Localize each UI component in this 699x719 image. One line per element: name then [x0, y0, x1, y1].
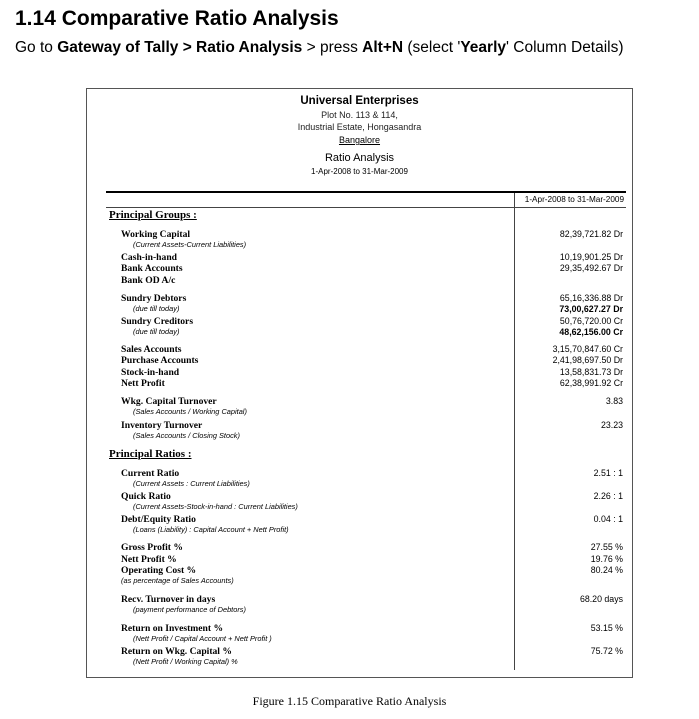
instruction-close: ' Column Details) [506, 39, 624, 56]
sundry-creditors-value: 50,76,720.00 Cr [559, 316, 623, 326]
bank-accounts-label[interactable]: Bank Accounts [121, 263, 183, 274]
operating-cost-note: (as percentage of Sales Accounts) [121, 576, 234, 585]
sundry-debtors-value: 65,16,336.88 Dr [559, 293, 623, 303]
instruction-text [15, 39, 624, 57]
wkg-capital-turnover-label[interactable]: Wkg. Capital Turnover [121, 396, 217, 407]
sundry-creditors-label[interactable]: Sundry Creditors [121, 316, 194, 327]
debt-equity-ratio-label[interactable]: Debt/Equity Ratio [121, 514, 196, 525]
report-screenshot [86, 88, 633, 678]
period-column-header: 1-Apr-2008 to 31-Mar-2009 [524, 195, 624, 204]
instruction-prefix: Go to [15, 39, 58, 56]
instruction-open: (select ' [403, 39, 461, 56]
gross-profit-label[interactable]: Gross Profit % [121, 542, 183, 553]
cash-in-hand-label[interactable]: Cash-in-hand [121, 252, 177, 263]
shortcut-key: Alt+N [362, 39, 404, 56]
recv-turnover-value: 68.20 days [579, 594, 623, 604]
nett-profit-pct-label[interactable]: Nett Profit % [121, 554, 177, 565]
principal-groups-heading: Principal Groups : [109, 209, 197, 221]
sundry-creditors-due-value: 48,62,156.00 Cr [559, 327, 623, 337]
address-line-1: Plot No. 113 & 114, [321, 110, 398, 120]
stock-in-hand-label[interactable]: Stock-in-hand [121, 367, 180, 378]
instruction-middle: > press [302, 39, 363, 56]
header-divider [106, 191, 626, 193]
nett-profit-pct-value: 19.76 % [590, 554, 623, 564]
bank-od-label[interactable]: Bank OD A/c [121, 275, 176, 286]
current-ratio-value: 2.51 : 1 [593, 468, 623, 478]
cash-in-hand-value: 10,19,901.25 Dr [559, 252, 623, 262]
working-capital-label[interactable]: Working Capital [121, 229, 191, 240]
wkg-capital-turnover-note: (Sales Accounts / Working Capital) [133, 407, 247, 416]
sundry-debtors-label[interactable]: Sundry Debtors [121, 293, 187, 304]
debt-equity-ratio-value: 0.04 : 1 [593, 514, 623, 524]
wkg-capital-turnover-value: 3.83 [605, 396, 623, 406]
sundry-creditors-note: (due till today) [133, 327, 180, 336]
operating-cost-value: 80.24 % [590, 565, 623, 575]
operating-cost-label[interactable]: Operating Cost % [121, 565, 197, 576]
inventory-turnover-value: 23.23 [600, 420, 623, 430]
nett-profit-label[interactable]: Nett Profit [121, 378, 165, 389]
menu-path: Gateway of Tally > Ratio Analysis [57, 39, 303, 56]
working-capital-value: 82,39,721.82 Dr [559, 229, 623, 239]
recv-turnover-note: (payment performance of Debtors) [133, 605, 246, 614]
report-period: 1-Apr-2008 to 31-Mar-2009 [311, 167, 408, 176]
purchase-accounts-value: 2,41,98,697.50 Dr [552, 355, 623, 365]
sundry-debtors-note: (due till today) [133, 304, 180, 313]
return-on-wkg-capital-label[interactable]: Return on Wkg. Capital % [121, 646, 232, 657]
return-on-investment-label[interactable]: Return on Investment % [121, 623, 224, 634]
principal-ratios-heading: Principal Ratios : [109, 448, 192, 460]
sales-accounts-value: 3,15,70,847.60 Cr [552, 344, 623, 354]
debt-equity-ratio-note: (Loans (Liability) : Capital Account + Nett Profit) [133, 525, 289, 534]
return-on-investment-value: 53.15 % [590, 623, 623, 633]
return-on-wkg-capital-value: 75.72 % [590, 646, 623, 656]
bank-accounts-value: 29,35,492.67 Dr [559, 263, 623, 273]
inventory-turnover-note: (Sales Accounts / Closing Stock) [133, 431, 240, 440]
quick-ratio-note: (Current Assets-Stock-in-hand : Current Liabilities) [133, 502, 298, 511]
figure-caption: Figure 1.15 Comparative Ratio Analysis [252, 694, 447, 708]
report-title: Ratio Analysis [324, 152, 395, 164]
nett-profit-value: 62,38,991.92 Cr [559, 378, 623, 388]
quick-ratio-label[interactable]: Quick Ratio [121, 491, 171, 502]
column-divider [514, 193, 515, 670]
recv-turnover-label[interactable]: Recv. Turnover in days [121, 594, 216, 605]
gross-profit-value: 27.55 % [590, 542, 623, 552]
return-on-wkg-capital-note: (Nett Profit / Working Capital) % [133, 657, 238, 666]
return-on-investment-note: (Nett Profit / Capital Account + Nett Profit ) [133, 634, 272, 643]
sales-accounts-label[interactable]: Sales Accounts [121, 344, 182, 355]
sundry-debtors-due-value: 73,00,627.27 Dr [559, 304, 623, 314]
company-city: Bangalore [338, 135, 381, 145]
column-header-divider [106, 207, 626, 208]
working-capital-note: (Current Assets-Current Liabilities) [133, 240, 247, 249]
company-name: Universal Enterprises [300, 95, 419, 107]
address-line-2: Industrial Estate, Hongasandra [297, 122, 422, 132]
purchase-accounts-label[interactable]: Purchase Accounts [121, 355, 199, 366]
current-ratio-note: (Current Assets : Current Liabilities) [133, 479, 250, 488]
current-ratio-label[interactable]: Current Ratio [121, 468, 180, 479]
inventory-turnover-label[interactable]: Inventory Turnover [121, 420, 203, 431]
quick-ratio-value: 2.26 : 1 [593, 491, 623, 501]
page-heading: 1.14 Comparative Ratio Analysis [15, 7, 339, 30]
stock-in-hand-value: 13,58,831.73 Dr [559, 367, 623, 377]
column-option: Yearly [460, 39, 507, 56]
